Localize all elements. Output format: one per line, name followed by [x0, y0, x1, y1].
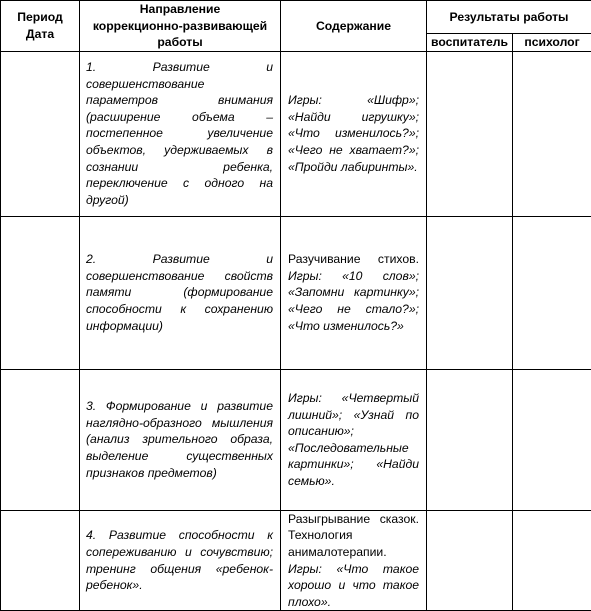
psychologist-result-cell [513, 510, 591, 611]
psychologist-result-cell [513, 51, 591, 216]
content-intro: Разучивание стихов. [288, 252, 419, 267]
table-row [1, 510, 591, 611]
direction-header-line1: Направление [139, 2, 221, 16]
psychologist-result-cell [513, 216, 591, 369]
direction-cell: 2. Развитие и совершенствование свойств памяти (формирование способности к сохранению информации) [80, 216, 281, 369]
content-cell [281, 369, 427, 510]
content-games: Игры: «10 слов»; «Запомни картинку»; «Чего не стало?»; «Что изменилось?» [288, 268, 419, 333]
period-cell [1, 510, 80, 611]
content-cell [281, 216, 427, 369]
table-row [1, 216, 591, 369]
content-cell [281, 51, 427, 216]
table-row [1, 51, 591, 216]
content-games: Игры: «Шифр»; «Найди игрушку»; «Что изменилось?»; «Чего не хватает?»; «Пройди лабиринты». [288, 93, 419, 174]
content-header: Содержание [281, 1, 427, 52]
direction-cell: 4. Развитие способности к сопереживанию и сочувствию; тренинг общения «ребенок-ребенок». [80, 510, 281, 611]
period-cell [1, 216, 80, 369]
educator-result-cell [427, 510, 513, 611]
period-date-header [1, 1, 80, 52]
period-cell [1, 369, 80, 510]
content-intro: Разыгрывание сказок. Технология анималотерапии. [288, 511, 419, 559]
direction-cell: 1. Развитие и совершенствование параметров внимания (расширение объема – постепенное увеличение объектов, удерживаемых в сознании ребенка, переключение с одного на другой) [80, 51, 281, 216]
psychologist-result-cell [513, 369, 591, 510]
results-header: Результаты работы [427, 1, 591, 34]
educator-result-cell [427, 369, 513, 510]
content-cell [281, 510, 427, 611]
content-games: Игры: «Четвертый лишний»; «Узнай по описанию»; «Последовательные картинки»; «Найди семью». [288, 391, 419, 488]
content-games: Игры: «Что такое хорошо и что такое плохо». [288, 561, 419, 609]
direction-header-line3: работы [157, 35, 203, 50]
table-row [1, 369, 591, 510]
educator-result-cell [427, 216, 513, 369]
table-header-row [1, 1, 591, 34]
educator-header: воспитатель [427, 34, 513, 52]
direction-header [80, 1, 281, 52]
date-header-label: Дата [25, 26, 55, 41]
educator-result-cell [427, 51, 513, 216]
psychologist-header: психолог [513, 34, 591, 52]
direction-header-line2: коррекционно-развивающей [92, 18, 268, 33]
period-header-label: Период [17, 10, 63, 25]
direction-cell: 3. Формирование и развитие наглядно-образного мышления (анализ зрительного образа, выделение существенных признаков предметов) [80, 369, 281, 510]
period-cell [1, 51, 80, 216]
